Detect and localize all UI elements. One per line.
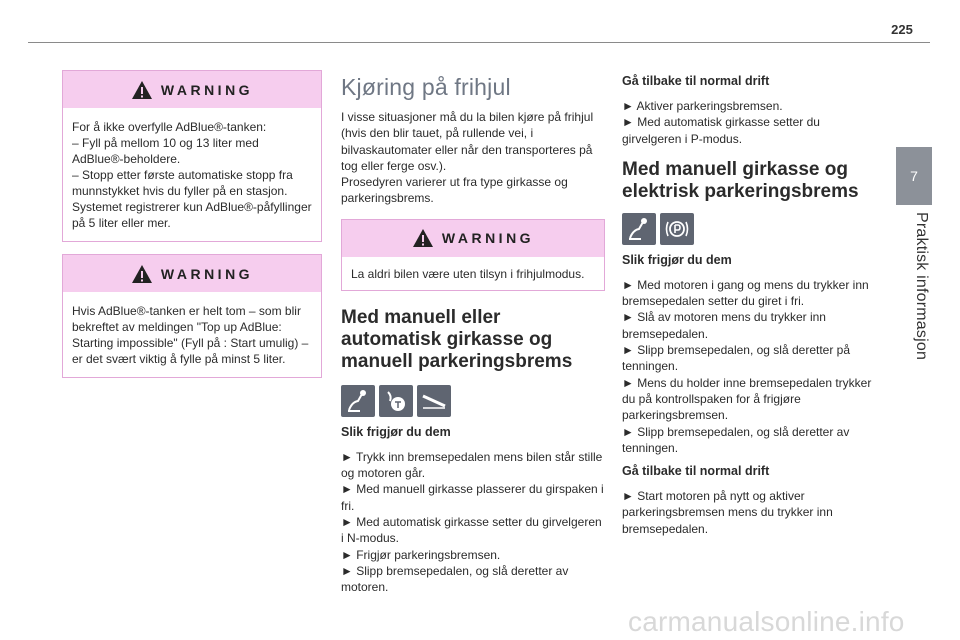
- subheading-release: Slik frigjør du dem: [622, 252, 732, 267]
- subheading-release: Slik frigjør du dem: [341, 424, 451, 439]
- chapter-title: Praktisk informasjon: [913, 212, 930, 361]
- right-column: [622, 74, 880, 537]
- step-item: ► Slipp bremsepedalen, og slå deretter av tenningen.: [622, 424, 850, 455]
- section-title-electric-brake: Med manuell girkasse og elektrisk parkeringsbrems: [622, 158, 859, 202]
- intro-paragraph: Prosedyren varierer ut fra type girkasse og parkeringsbrems.: [341, 175, 568, 206]
- step-item: ► Slipp bremsepedalen, og slå deretter på tenningen.: [622, 343, 851, 374]
- return-steps-2: [622, 488, 880, 537]
- left-column: [62, 70, 322, 390]
- warning-box-adblue-empty: [62, 254, 322, 378]
- warning-text: La aldri bilen være uten tilsyn i frihjulmodus.: [351, 266, 585, 281]
- middle-column: [341, 70, 605, 595]
- warning-triangle-icon: [412, 228, 434, 248]
- step-item: ► Frigjør parkeringsbremsen.: [341, 547, 501, 562]
- step-item: ► Slipp bremsepedalen, og slå deretter av motoren.: [341, 563, 569, 595]
- intro-paragraph: I visse situasjoner må du la bilen kjøre på frihjul (hvis den blir tauet, på rullende vei, i bilvaskautomater eller når den transporteres på tog eller ferge osv.).: [341, 110, 594, 173]
- electric-parking-brake-icon: [660, 213, 694, 245]
- warning-box-freewheel: [341, 219, 605, 291]
- chapter-tab[interactable]: 7: [896, 147, 932, 205]
- step-item: ► Slå av motoren mens du trykker inn bremsepedalen.: [622, 310, 826, 341]
- warning-body: [63, 292, 321, 377]
- warning-title: WARNING: [441, 230, 535, 247]
- warning-body: [63, 108, 321, 241]
- warning-triangle-icon: [131, 264, 153, 284]
- icon-row: [341, 385, 605, 417]
- release-steps: [622, 277, 880, 456]
- manual-gearbox-icon: [341, 385, 375, 417]
- warning-header: [342, 220, 604, 257]
- release-steps: [341, 449, 605, 596]
- manual-parking-brake-icon: [417, 385, 451, 417]
- step-item: ► Med automatisk girkasse setter du girvelgeren i P-modus.: [622, 115, 820, 146]
- warning-line: For å ikke overfylle AdBlue®-tanken:: [72, 120, 267, 134]
- step-item: ► Trykk inn bremsepedalen mens bilen står stille og motoren går.: [341, 449, 603, 481]
- manual-gearbox-icon: [622, 213, 656, 245]
- page-title: Kjøring på frihjul: [341, 74, 511, 100]
- subheading-return-normal-2: Gå tilbake til normal drift: [622, 464, 770, 479]
- warning-line: – Fyll på mellom 10 og 13 liter med AdBlue®-beholdere.: [72, 136, 259, 166]
- step-item: ► Aktiver parkeringsbremsen.: [622, 99, 783, 113]
- warning-title: WARNING: [160, 81, 254, 98]
- warning-triangle-icon: [131, 80, 153, 100]
- warning-title: WARNING: [160, 265, 254, 282]
- automatic-gearbox-icon: [379, 385, 413, 417]
- warning-text: Hvis AdBlue®-tanken er helt tom – som blir bekreftet av meldingen "Top up AdBlue: Starting impossible" (Fyll på : Start umulig) – er det svært viktig å fylle på minst 5 liter.: [72, 304, 309, 366]
- step-item: ► Med motoren i gang og mens du trykker inn bremsepedalen setter du giret i fri.: [622, 277, 869, 309]
- step-item: ► Start motoren på nytt og aktiver parkeringsbremsen mens du trykker inn bremsepedalen.: [622, 489, 833, 536]
- intro-text: [341, 109, 605, 207]
- warning-header: [63, 71, 321, 108]
- step-item: ► Mens du holder inne bremsepedalen trykker du på kontrollspaken for å frigjøre parkeringsbremsen.: [622, 375, 872, 423]
- warning-line: – Stopp etter første automatiske stopp fra munnstykket hvis du fyller på en stasjon. Systemet registrerer kun AdBlue®-påfyllinger på 5 liter eller mer.: [72, 168, 312, 230]
- subheading-return-normal: Gå tilbake til normal drift: [622, 74, 770, 88]
- step-item: ► Med automatisk girkasse setter du girvelgeren i N-modus.: [341, 514, 602, 546]
- page-number: 225: [891, 22, 913, 37]
- top-divider: [28, 42, 930, 43]
- warning-header: [63, 255, 321, 292]
- warning-box-adblue-overfill: [62, 70, 322, 242]
- section-title-manual-brake: Med manuell eller automatisk girkasse og manuell parkeringsbrems: [341, 306, 573, 372]
- step-item: ► Med manuell girkasse plasserer du girspaken i fri.: [341, 482, 604, 513]
- icon-row: [622, 213, 880, 245]
- watermark: carmanualsonline.info: [628, 606, 905, 637]
- return-steps: [622, 98, 880, 147]
- warning-body: [342, 257, 604, 290]
